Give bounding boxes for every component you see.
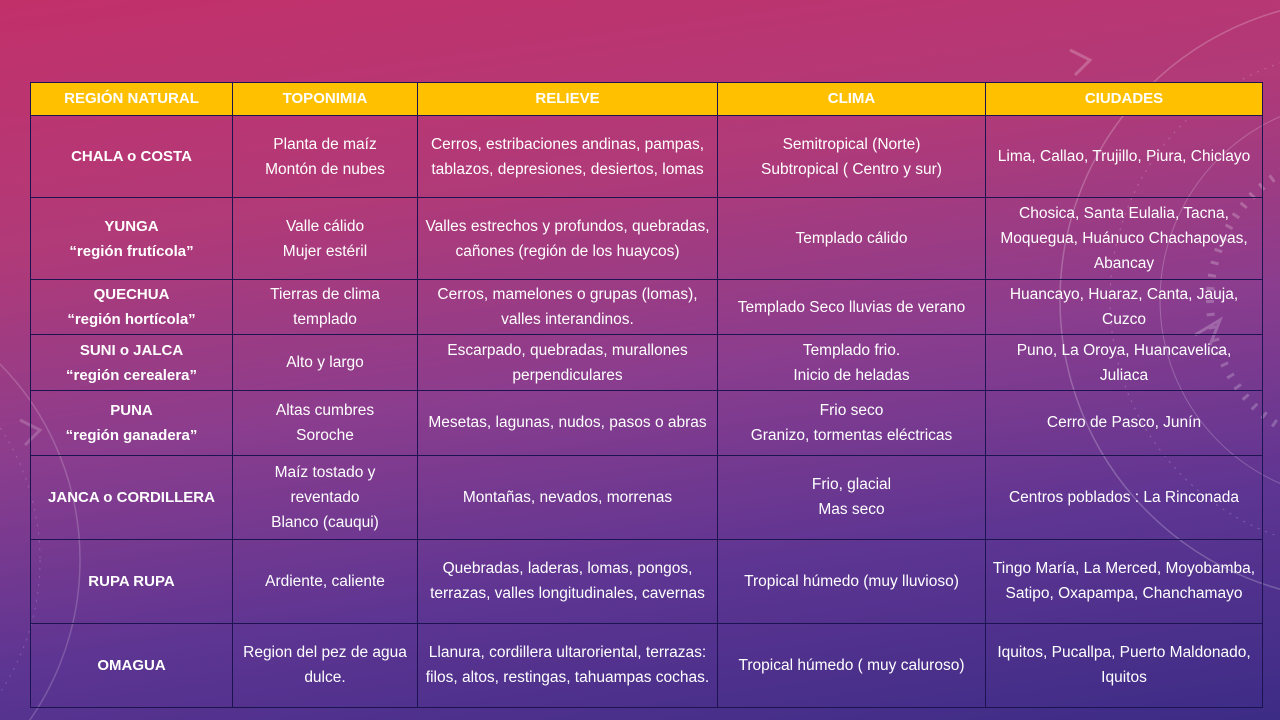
cell-relieve xyxy=(418,623,718,707)
table-row xyxy=(31,391,1263,455)
cell-region xyxy=(31,280,233,335)
cell-clima xyxy=(718,280,986,335)
cell-relieve-line: Quebradas, laderas, lomas, pongos, terrazas, valles longitudinales, cavernas xyxy=(430,560,705,603)
cell-clima-line: Frio, glacial xyxy=(811,476,892,494)
cell-clima-line: Frio seco xyxy=(819,401,884,419)
cell-toponimia xyxy=(233,539,418,623)
cell-region-line: CHALA o COSTA xyxy=(71,148,192,166)
cell-ciudades-line: Centros poblados : La Rinconada xyxy=(1008,488,1240,506)
cell-region xyxy=(31,335,233,391)
cell-ciudades xyxy=(986,116,1263,198)
cell-clima-line: Subtropical ( Centro y sur) xyxy=(761,160,942,178)
table-row xyxy=(31,280,1263,335)
cell-clima xyxy=(718,335,986,391)
natural-regions-table xyxy=(30,82,1263,708)
cell-region xyxy=(31,539,233,623)
table-row xyxy=(31,623,1263,707)
cell-clima-line: Semitropical (Norte) xyxy=(782,135,921,153)
cell-region xyxy=(31,116,233,198)
table-row xyxy=(31,539,1263,623)
cell-relieve xyxy=(418,391,718,455)
cell-relieve-line: Montañas, nevados, morrenas xyxy=(462,488,673,506)
cell-relieve xyxy=(418,335,718,391)
cell-ciudades xyxy=(986,198,1263,280)
cell-region-line: “región ganadera” xyxy=(65,426,198,444)
cell-relieve xyxy=(418,280,718,335)
cell-relieve-line: Llanura, cordillera ultaroriental, terrazas: filos, altos, restingas, tahuampas cochas. xyxy=(425,644,710,687)
cell-toponimia-line: Tierras de clima templado xyxy=(270,286,380,329)
header-ciudades: CIUDADES xyxy=(986,83,1263,116)
cell-toponimia xyxy=(233,335,418,391)
cell-region-line: RUPA RUPA xyxy=(88,572,175,590)
cell-toponimia-line: Planta de maíz xyxy=(273,135,377,153)
cell-relieve-line: Cerros, mamelones o grupas (lomas), valles interandinos. xyxy=(437,286,698,329)
cell-toponimia-line: Valle cálido xyxy=(285,217,365,235)
cell-ciudades-line: Huancayo, Huaraz, Canta, Jauja, Cuzco xyxy=(1009,286,1239,329)
cell-region-line: “región cerealera” xyxy=(66,366,197,384)
cell-clima-line: Granizo, tormentas eléctricas xyxy=(750,426,953,444)
cell-toponimia xyxy=(233,280,418,335)
cell-clima xyxy=(718,391,986,455)
cell-toponimia-line: Alto y largo xyxy=(286,354,364,372)
cell-clima xyxy=(718,455,986,539)
cell-relieve xyxy=(418,198,718,280)
cell-region xyxy=(31,391,233,455)
cell-relieve xyxy=(418,455,718,539)
cell-relieve xyxy=(418,539,718,623)
cell-ciudades xyxy=(986,623,1263,707)
cell-toponimia xyxy=(233,116,418,198)
cell-relieve-line: Escarpado, quebradas, murallones perpendiculares xyxy=(447,341,688,384)
cell-clima-line: Templado cálido xyxy=(795,230,908,248)
cell-ciudades-line: Cerro de Pasco, Junín xyxy=(1046,414,1202,432)
table-row xyxy=(31,335,1263,391)
cell-toponimia-line: Blanco (cauqui) xyxy=(271,513,379,531)
cell-ciudades-line: Tingo María, La Merced, Moyobamba, Satipo, Oxapampa, Chanchamayo xyxy=(992,560,1256,603)
cell-clima xyxy=(718,198,986,280)
cell-clima-line: Tropical húmedo ( muy caluroso) xyxy=(738,656,965,674)
cell-toponimia xyxy=(233,198,418,280)
cell-region xyxy=(31,623,233,707)
cell-clima-line: Templado frio. xyxy=(802,341,901,359)
cell-region-line: “región hortícola” xyxy=(67,311,196,329)
cell-ciudades xyxy=(986,455,1263,539)
cell-ciudades-line: Puno, La Oroya, Huancavelica, Juliaca xyxy=(1016,341,1232,384)
cell-clima-line: Mas seco xyxy=(818,501,885,519)
cell-toponimia-line: Altas cumbres xyxy=(275,401,375,419)
header-toponimia: TOPONIMIA xyxy=(233,83,418,116)
cell-clima xyxy=(718,539,986,623)
cell-region-line: “región frutícola” xyxy=(69,242,194,260)
cell-relieve-line: Cerros, estribaciones andinas, pampas, tablazos, depresiones, desiertos, lomas xyxy=(430,135,705,178)
cell-toponimia-line: Montón de nubes xyxy=(265,160,385,178)
cell-toponimia xyxy=(233,455,418,539)
cell-ciudades-line: Iquitos, Pucallpa, Puerto Maldonado, Iquitos xyxy=(997,644,1251,687)
cell-ciudades xyxy=(986,335,1263,391)
cell-relieve xyxy=(418,116,718,198)
cell-region xyxy=(31,198,233,280)
cell-clima-line: Inicio de heladas xyxy=(793,366,910,384)
cell-region-line: PUNA xyxy=(110,401,153,419)
header-region: REGIÓN NATURAL xyxy=(31,83,233,116)
header-relieve: RELIEVE xyxy=(418,83,718,116)
header-clima: CLIMA xyxy=(718,83,986,116)
cell-clima-line: Tropical húmedo (muy lluvioso) xyxy=(744,572,959,590)
cell-relieve-line: Valles estrechos y profundos, quebradas, cañones (región de los huaycos) xyxy=(425,217,710,260)
cell-relieve-line: Mesetas, lagunas, nudos, pasos o abras xyxy=(428,414,707,432)
cell-region-line: JANCA o CORDILLERA xyxy=(48,488,215,506)
cell-toponimia-line: Region del pez de agua dulce. xyxy=(243,644,407,687)
cell-toponimia-line: Mujer estéril xyxy=(282,242,368,260)
cell-region-line: YUNGA xyxy=(104,217,159,235)
cell-clima-line: Templado Seco lluvias de verano xyxy=(737,298,966,316)
cell-ciudades-line: Lima, Callao, Trujillo, Piura, Chiclayo xyxy=(997,148,1251,166)
cell-region xyxy=(31,455,233,539)
cell-toponimia xyxy=(233,391,418,455)
cell-ciudades-line: Chosica, Santa Eulalia, Tacna, Moquegua, Huánuco Chachapoyas, Abancay xyxy=(1000,205,1248,273)
cell-toponimia xyxy=(233,623,418,707)
cell-region-line: OMAGUA xyxy=(97,656,166,674)
cell-toponimia-line: Soroche xyxy=(296,426,354,444)
cell-clima xyxy=(718,623,986,707)
table-row xyxy=(31,198,1263,280)
table-row xyxy=(31,455,1263,539)
cell-ciudades xyxy=(986,539,1263,623)
cell-toponimia-line: Maíz tostado y reventado xyxy=(274,463,376,506)
cell-clima xyxy=(718,116,986,198)
cell-region-line: QUECHUA xyxy=(93,286,170,304)
table-header-row xyxy=(31,83,1263,116)
cell-ciudades xyxy=(986,391,1263,455)
table-row xyxy=(31,116,1263,198)
cell-ciudades xyxy=(986,280,1263,335)
cell-toponimia-line: Ardiente, caliente xyxy=(265,572,385,590)
cell-region-line: SUNI o JALCA xyxy=(79,341,184,359)
